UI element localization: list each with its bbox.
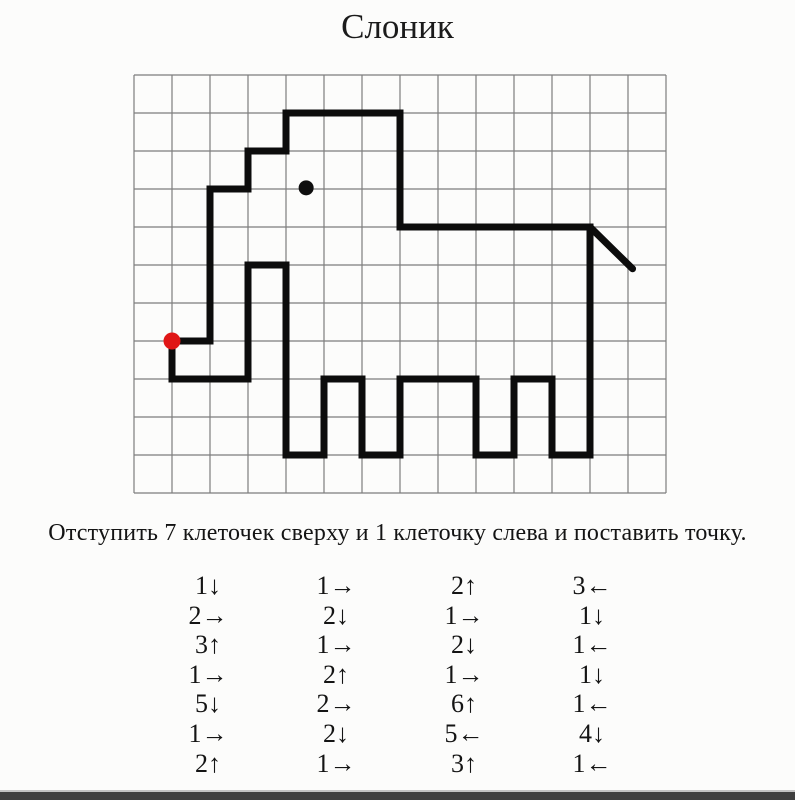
elephant-eye-dot [299,180,314,195]
instruction-text: Отступить 7 клеточек сверху и 1 клеточку слева и поставить точку. [48,520,747,546]
step-cell: 5↓ [195,689,221,719]
step-cell: 4↓ [579,718,605,748]
step-cell: 1→ [316,571,356,600]
step-cell: 1→ [444,600,484,630]
step-cell: 2↑ [323,659,349,689]
step-cell: 2↓ [451,630,477,660]
step-cell: 1→ [316,748,356,778]
step-cell: 1→ [316,630,356,660]
steps-table [144,571,656,778]
step-cell: 1← [572,689,612,719]
step-cell: 5← [444,718,484,748]
bottom-edge-bar [0,790,795,800]
step-cell: 1↓ [579,600,605,630]
step-cell: 1↓ [579,659,605,689]
elephant-tail [590,227,633,269]
step-cell: 1↓ [195,571,221,600]
step-cell: 3↑ [451,748,477,778]
step-cell: 3← [572,571,612,600]
page-title: Слоник [341,7,454,46]
step-cell: 2↓ [323,600,349,630]
step-cell: 1← [572,748,612,778]
step-cell: 3↑ [195,630,221,660]
step-cell: 2↑ [195,748,221,778]
elephant-outline-path [172,113,590,455]
step-cell: 2↓ [323,718,349,748]
step-cell: 1→ [188,718,228,748]
step-cell: 1→ [444,659,484,689]
step-cell: 6↑ [451,689,477,719]
step-cell: 2→ [316,689,356,719]
step-cell: 1→ [188,659,228,689]
step-cell: 2→ [188,600,228,630]
step-cell: 1← [572,630,612,660]
start-point-dot [164,333,181,350]
step-cell: 2↑ [451,571,477,600]
